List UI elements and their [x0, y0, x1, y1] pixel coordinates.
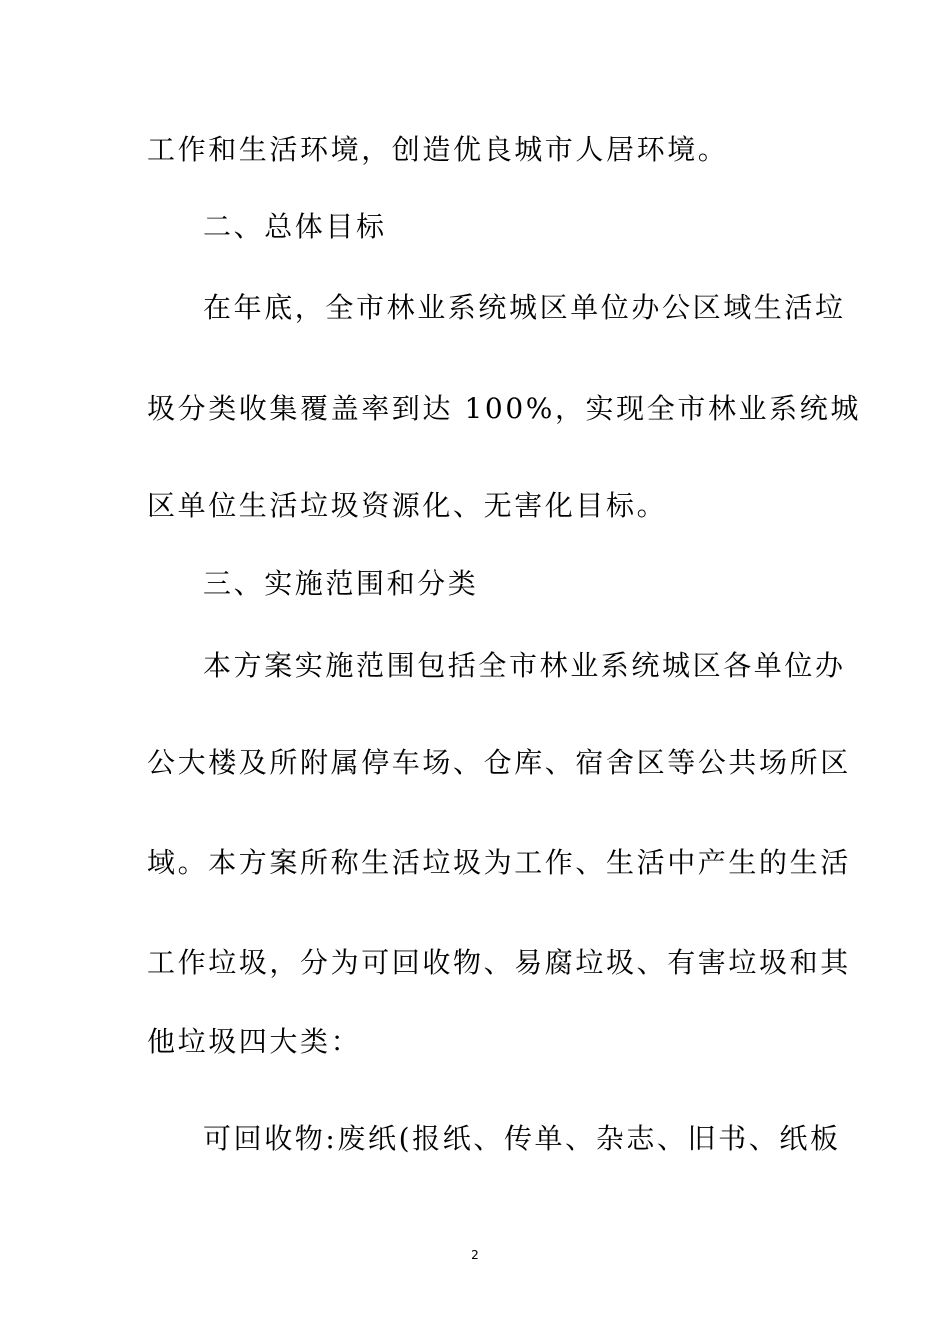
- text-line-8: 公大楼及所附属停车场、仓库、宿舍区等公共场所区: [147, 746, 851, 779]
- text-line-5: 区单位生活垃圾资源化、无害化目标。: [147, 489, 668, 522]
- text-line-11: 他垃圾四大类：: [147, 1025, 362, 1058]
- text-line-9: 域。本方案所称生活垃圾为工作、生活中产生的生活: [147, 846, 851, 879]
- text-line-10: 工作垃圾，分为可回收物、易腐垃圾、有害垃圾和其: [147, 946, 851, 979]
- text-line-4: 圾分类收集覆盖率到达 100%，实现全市林业系统城: [147, 392, 861, 425]
- page-number: 2: [471, 1248, 479, 1262]
- text-line-12: 可回收物:废纸(报纸、传单、杂志、旧书、纸板: [203, 1122, 841, 1155]
- text-line-3: 在年底，全市林业系统城区单位办公区域生活垃: [203, 291, 846, 324]
- section-heading-overall-goal: 二、总体目标: [203, 210, 387, 243]
- text-line-1: 工作和生活环境，创造优良城市人居环境。: [147, 133, 729, 166]
- section-heading-scope: 三、实施范围和分类: [203, 567, 479, 600]
- text-line-7: 本方案实施范围包括全市林业系统城区各单位办: [203, 649, 846, 682]
